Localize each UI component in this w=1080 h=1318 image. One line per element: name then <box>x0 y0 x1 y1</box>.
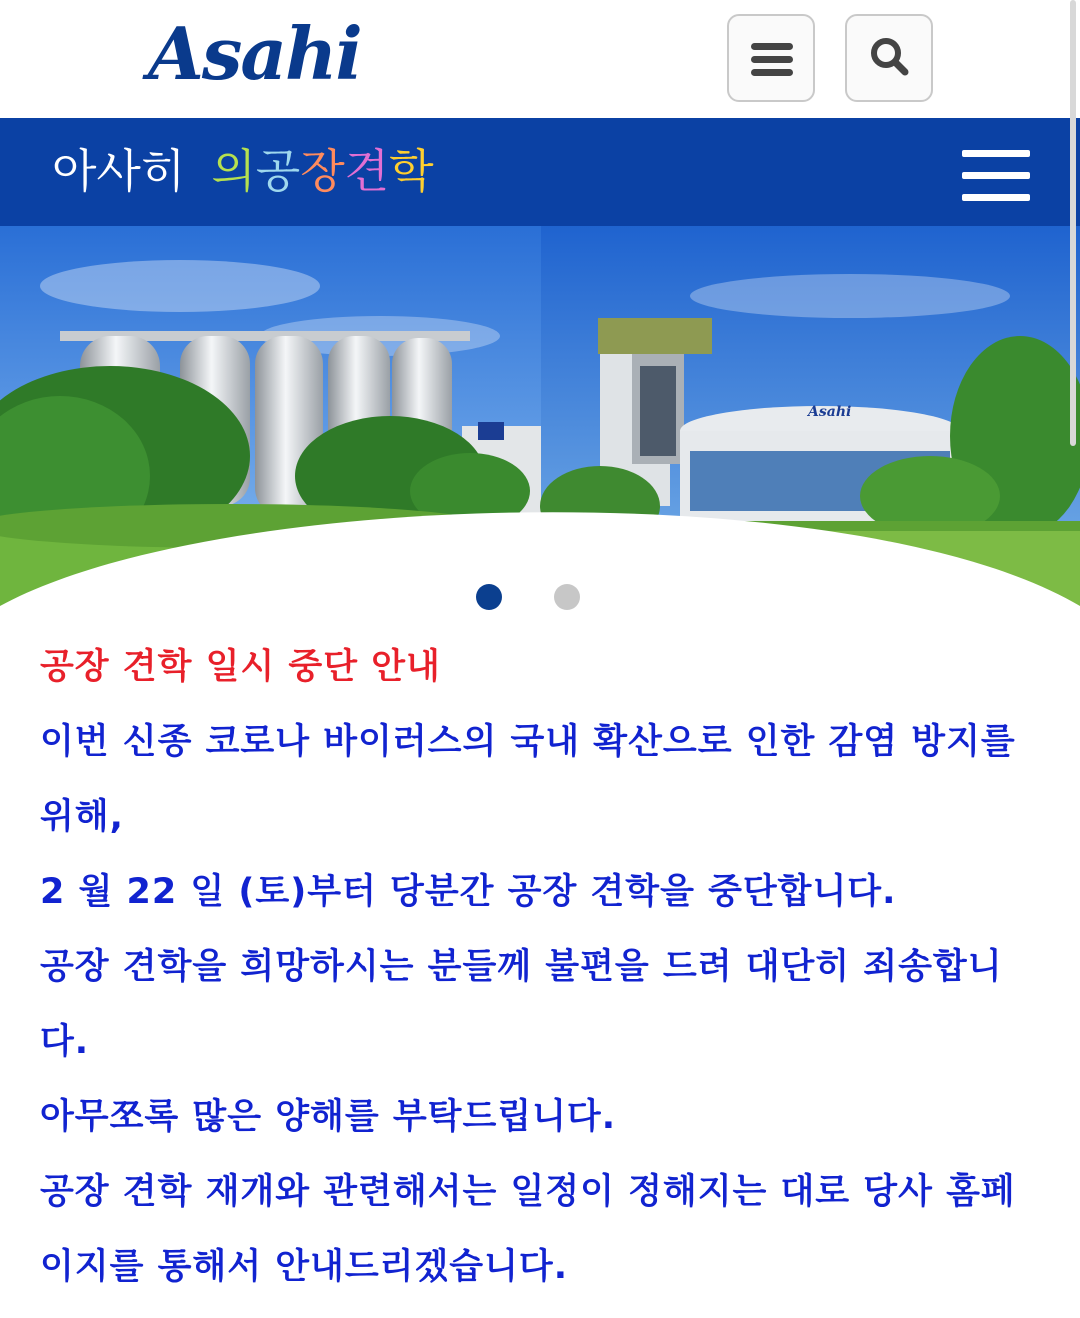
notice-line: 다. <box>40 1022 90 1062</box>
nav-title[interactable] <box>52 146 434 197</box>
notice-line: 아무쪼록 많은 양해를 부탁드립니다. <box>40 1097 617 1137</box>
search-button[interactable] <box>845 14 933 102</box>
hero-carousel[interactable] <box>0 226 1080 626</box>
nav-sub-char: 공 <box>255 144 301 198</box>
menu-button[interactable] <box>727 14 815 102</box>
nav-sub-char: 의 <box>211 144 256 198</box>
notice-line: 공장 견학 재개와 관련해서는 일정이 정해지는 대로 당사 홈페 <box>40 1172 1016 1212</box>
scrollbar[interactable] <box>1070 0 1076 446</box>
asahi-logo[interactable]: Asahi <box>148 11 361 96</box>
nav-sub-char: 학 <box>389 144 434 198</box>
nav-title-sub <box>211 144 433 198</box>
hamburger-icon[interactable] <box>962 150 1030 202</box>
notice-title: 공장 견학 일시 중단 안내 <box>40 647 441 687</box>
carousel-dot-1[interactable] <box>476 584 502 610</box>
notice-section <box>40 630 1040 1305</box>
nav-bar <box>0 118 1080 226</box>
notice-line: 이번 신종 코로나 바이러스의 국내 확산으로 인한 감염 방지를 <box>40 722 1016 762</box>
nav-title-main: 아사히 <box>52 144 186 198</box>
carousel-dot-2[interactable] <box>554 584 580 610</box>
nav-sub-char: 견 <box>344 144 390 198</box>
svg-text:Asahi: Asahi <box>808 404 852 420</box>
notice-line: 2 월 22 일 (토)부터 당분간 공장 견학을 중단합니다. <box>40 872 897 912</box>
notice-line: 공장 견학을 희망하시는 분들께 불편을 드려 대단히 죄송합니 <box>40 947 1003 987</box>
nav-sub-char: 장 <box>300 144 345 198</box>
notice-line: 위해, <box>40 797 124 837</box>
site-header <box>0 0 1080 118</box>
search-icon <box>847 16 931 100</box>
notice-line: 이지를 통해서 안내드리겠습니다. <box>40 1247 569 1287</box>
